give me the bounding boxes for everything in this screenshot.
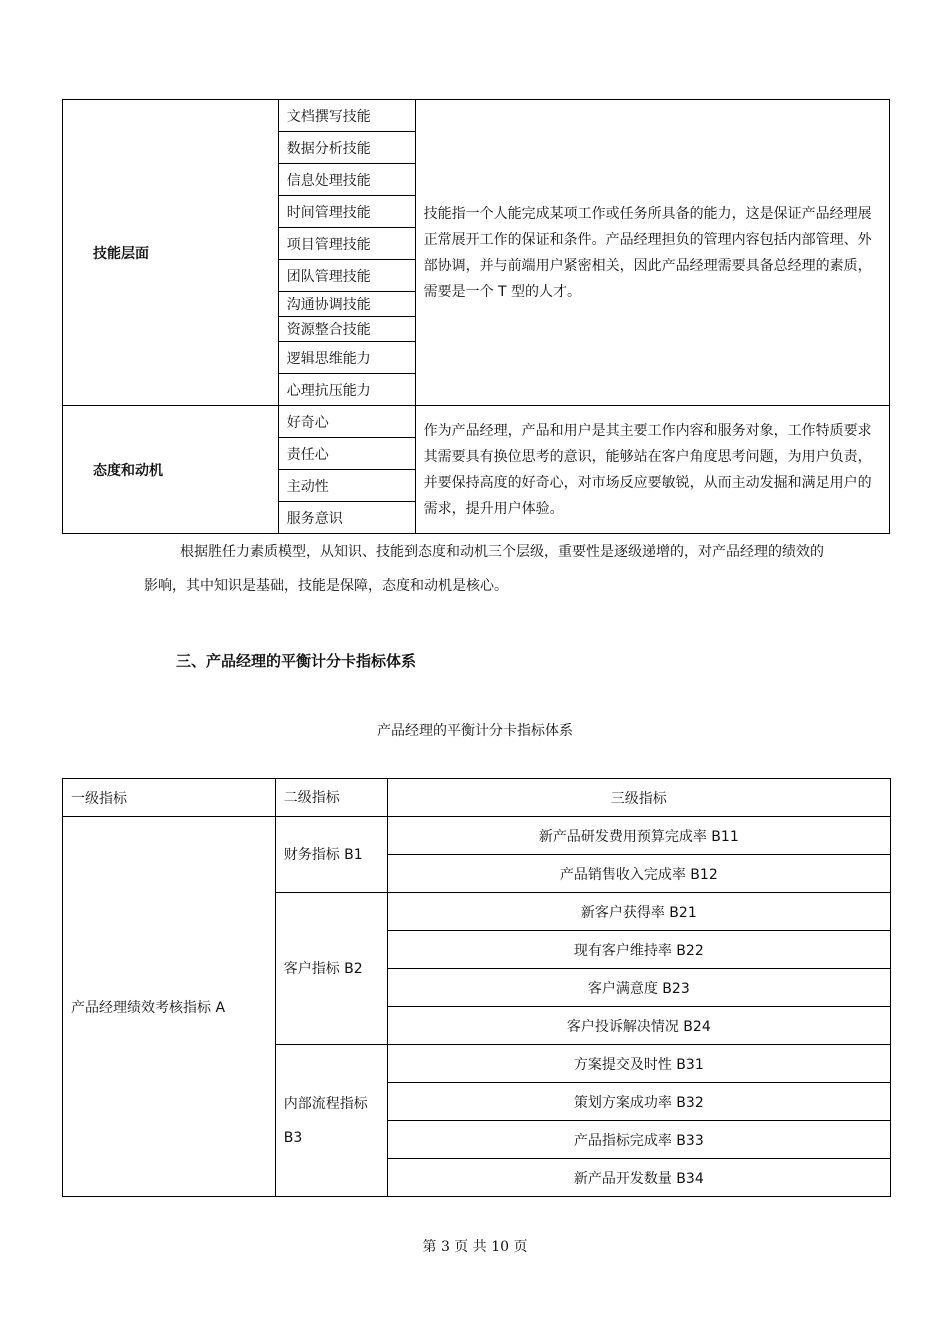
attitude-item: 服务意识 bbox=[278, 502, 415, 534]
skill-item: 沟通协调技能 bbox=[278, 292, 415, 317]
skill-item: 逻辑思维能力 bbox=[278, 342, 415, 374]
level3-cell: 产品指标完成率 B33 bbox=[387, 1121, 890, 1159]
level2-cell bbox=[275, 1045, 387, 1197]
page-footer: 第 3 页 共 10 页 bbox=[422, 1239, 528, 1255]
header-level3: 三级指标 bbox=[387, 779, 890, 817]
level3-cell: 现有客户维持率 B22 bbox=[387, 931, 890, 969]
header-level1: 一级指标 bbox=[63, 779, 276, 817]
skill-item: 文档撰写技能 bbox=[278, 100, 415, 132]
skill-item: 项目管理技能 bbox=[278, 228, 415, 260]
level3-cell: 新产品研发费用预算完成率 B11 bbox=[387, 817, 890, 855]
attitude-category: 态度和动机 bbox=[63, 406, 279, 534]
attitude-item: 好奇心 bbox=[278, 406, 415, 438]
summary-paragraph: 根据胜任力素质模型，从知识、技能到态度和动机三个层级，重要性是逐级递增的，对产品经理的绩效的影响，其中知识是基础，技能是保障，态度和动机是核心。 bbox=[144, 544, 824, 594]
level2-cell: 客户指标 B2 bbox=[275, 893, 387, 1045]
section-heading: 三、产品经理的平衡计分卡指标体系 bbox=[176, 652, 417, 670]
level3-cell: 客户满意度 B23 bbox=[387, 969, 890, 1007]
skills-category: 技能层面 bbox=[63, 100, 279, 406]
skill-item: 数据分析技能 bbox=[278, 132, 415, 164]
level3-cell: 新客户获得率 B21 bbox=[387, 893, 890, 931]
level1-cell: 产品经理绩效考核指标 A bbox=[63, 817, 276, 1197]
header-level2: 二级指标 bbox=[275, 779, 387, 817]
skill-item: 团队管理技能 bbox=[278, 260, 415, 292]
attitude-item: 主动性 bbox=[278, 470, 415, 502]
attitude-item: 责任心 bbox=[278, 438, 415, 470]
level3-cell: 客户投诉解决情况 B24 bbox=[387, 1007, 890, 1045]
skill-item: 心理抗压能力 bbox=[278, 374, 415, 406]
level2-line: B3 bbox=[283, 1129, 303, 1146]
level2-line: 内部流程指标 bbox=[283, 1095, 368, 1112]
attitude-description: 作为产品经理，产品和用户是其主要工作内容和服务对象，工作特质要求其需要具有换位思考的意识，能够站在客户角度思考问题，为用户负责，并要保持高度的好奇心，对市场反应要敏锐，从而主动发掘和满足用户的需求，提升用户体验。 bbox=[415, 406, 889, 534]
bsc-table bbox=[62, 778, 891, 1197]
level2-cell: 财务指标 B1 bbox=[275, 817, 387, 893]
skill-item: 信息处理技能 bbox=[278, 164, 415, 196]
level3-cell: 产品销售收入完成率 B12 bbox=[387, 855, 890, 893]
level3-cell: 策划方案成功率 B32 bbox=[387, 1083, 890, 1121]
skill-item: 资源整合技能 bbox=[278, 317, 415, 342]
level3-cell: 方案提交及时性 B31 bbox=[387, 1045, 890, 1083]
competency-table bbox=[62, 99, 890, 534]
skills-description: 技能指一个人能完成某项工作或任务所具备的能力，这是保证产品经理展正常展开工作的保证和条件。产品经理担负的管理内容包括内部管理、外部协调，并与前端用户紧密相关，因此产品经理需要具备总经理的素质，需要是一个 T 型的人才。 bbox=[415, 100, 889, 406]
skill-item: 时间管理技能 bbox=[278, 196, 415, 228]
level3-cell: 新产品开发数量 B34 bbox=[387, 1159, 890, 1197]
table-caption: 产品经理的平衡计分卡指标体系 bbox=[377, 723, 573, 739]
